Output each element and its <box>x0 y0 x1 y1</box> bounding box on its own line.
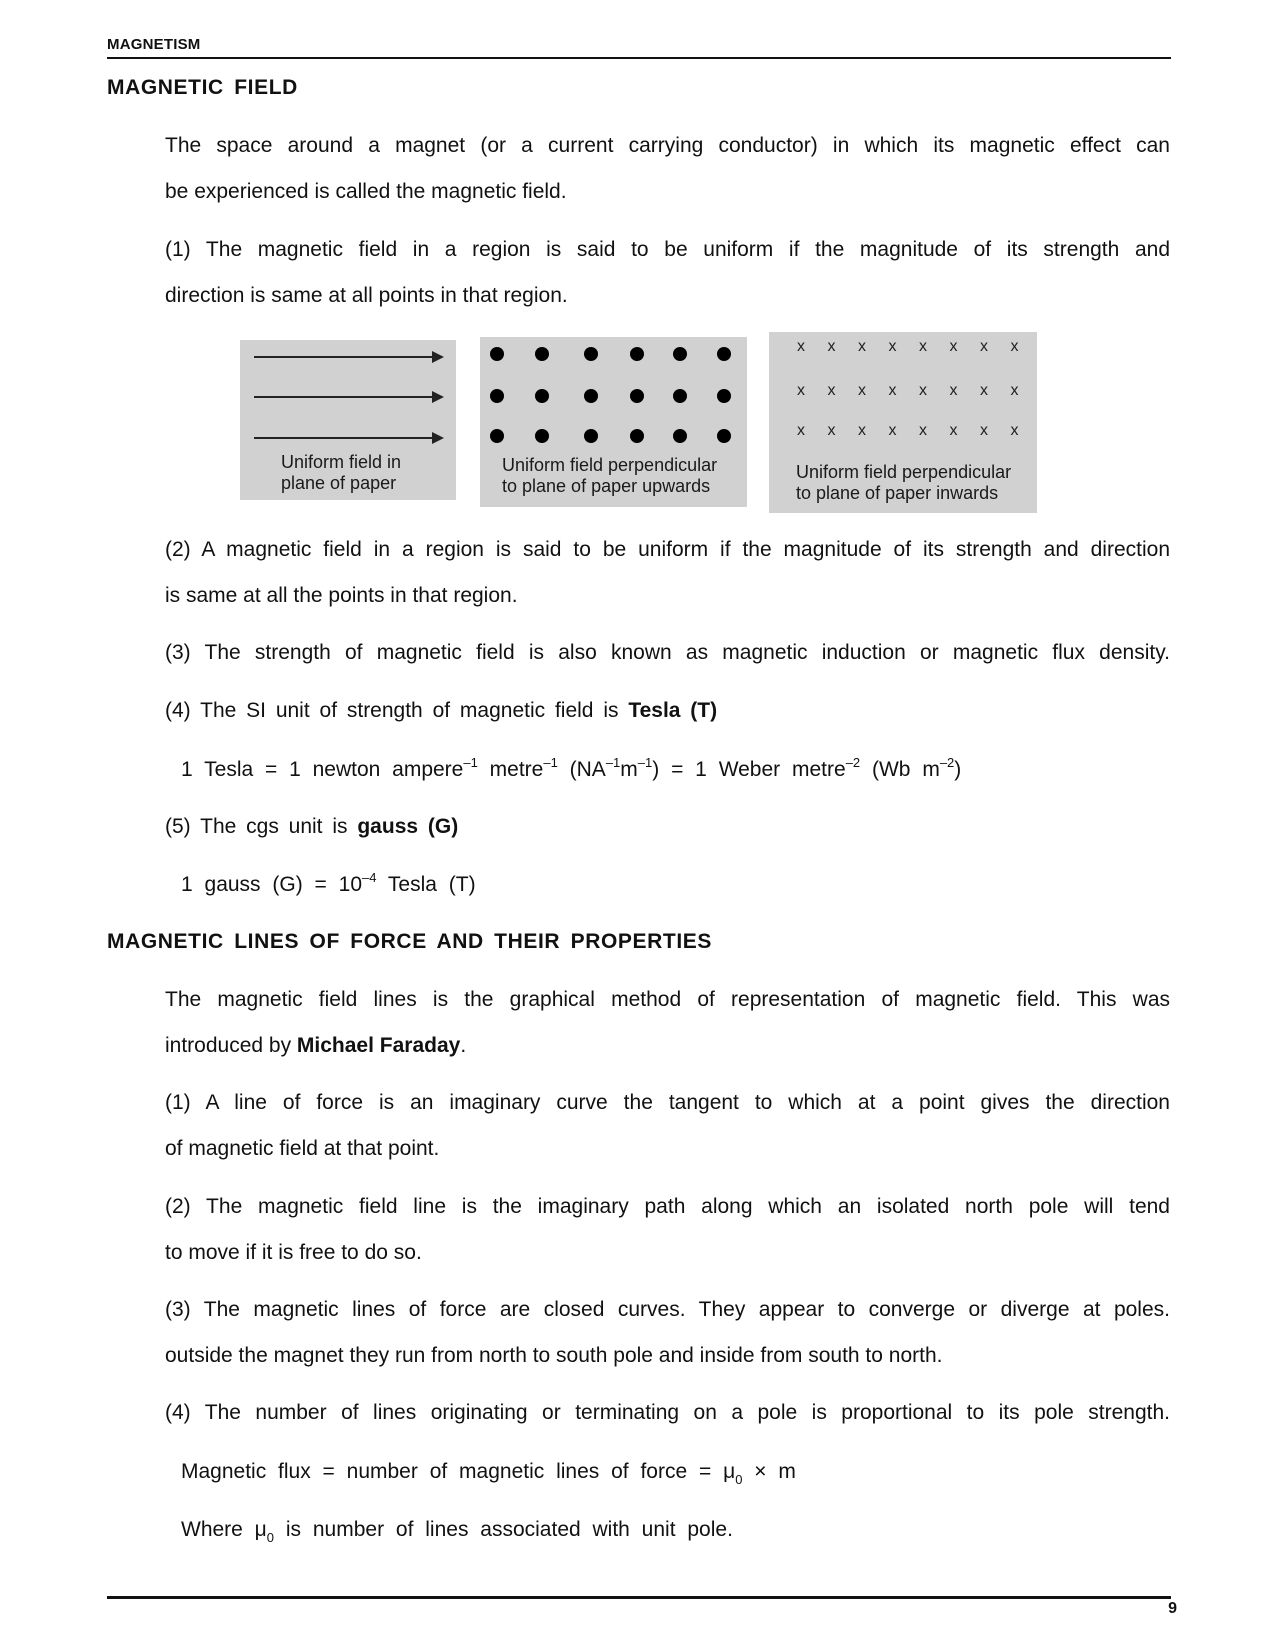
eq-subscript: 0 <box>735 1472 743 1487</box>
point-1-line: direction is same at all points in that region. <box>165 284 568 307</box>
where-note <box>181 1518 733 1545</box>
cross-into-page-icon: x <box>858 338 866 355</box>
flux-equation <box>181 1460 796 1487</box>
cross-into-page-icon: x <box>919 422 927 439</box>
cross-into-page-icon: x <box>858 382 866 399</box>
cross-into-page-icon: x <box>919 382 927 399</box>
eq-part: Where μ <box>181 1518 267 1541</box>
cross-into-page-icon: x <box>858 422 866 439</box>
dot-out-of-page-icon <box>584 389 598 403</box>
cross-into-page-icon: x <box>980 422 988 439</box>
lof-point-2-line: to move if it is free to do so. <box>165 1241 422 1264</box>
cross-into-page-icon: x <box>827 382 836 399</box>
cross-into-page-icon: x <box>888 382 897 399</box>
point-4-text: (4) The SI unit of strength of magnetic field is <box>165 699 629 722</box>
cross-into-page-icon: x <box>1010 382 1019 399</box>
cgs-unit-gauss: gauss (G) <box>357 815 459 838</box>
figure-caption-line: Uniform field perpendicular <box>502 455 718 475</box>
figure-uniform-field-inwards <box>769 332 1037 513</box>
point-3: (3) The strength of magnetic field is also known as magnetic induction or magnetic flux density. <box>165 641 1170 664</box>
dot-out-of-page-icon <box>490 429 504 443</box>
page-number: 9 <box>1168 1600 1177 1617</box>
field-arrow-icon <box>254 356 442 358</box>
eq-part: m <box>620 758 638 781</box>
figure-caption-line: Uniform field in <box>281 452 402 472</box>
lof-point-3-line: outside the magnet they run from north to south pole and inside from south to north. <box>165 1344 943 1367</box>
dot-out-of-page-icon <box>535 429 549 443</box>
paragraph-line: be experienced is called the magnetic field. <box>165 180 567 203</box>
dot-out-of-page-icon <box>630 389 644 403</box>
tesla-equation <box>181 755 962 782</box>
dot-out-of-page-icon <box>630 429 644 443</box>
dot-out-of-page-icon <box>673 389 687 403</box>
cross-into-page-icon: x <box>980 382 988 399</box>
intro-text: introduced by <box>165 1034 297 1057</box>
cross-into-page-icon: x <box>888 338 897 355</box>
cross-into-page-icon: x <box>888 422 897 439</box>
cross-into-page-icon: x <box>797 382 805 399</box>
eq-part: Magnetic flux = number of magnetic lines of force = μ <box>181 1460 736 1483</box>
cross-into-page-icon: x <box>797 338 805 355</box>
eq-part: ) = 1 Weber metre <box>652 758 846 781</box>
cross-into-page-icon: x <box>980 338 988 355</box>
point-2-line: is same at all the points in that region. <box>165 584 518 607</box>
eq-part: is number of lines associated with unit pole. <box>274 1518 733 1541</box>
eq-exponent: –1 <box>463 755 478 770</box>
eq-subscript: 0 <box>266 1530 275 1545</box>
si-unit-tesla: Tesla (T) <box>628 699 718 722</box>
gauss-equation <box>181 870 476 897</box>
eq-part: 1 Tesla = 1 newton ampere <box>181 758 464 781</box>
cross-into-page-icon: x <box>1010 338 1019 355</box>
eq-exponent: –1 <box>543 755 558 770</box>
dot-out-of-page-icon <box>490 347 504 361</box>
cross-into-page-icon: x <box>1010 422 1019 439</box>
lof-point-4: (4) The number of lines originating or terminating on a pole is proportional to its pole strength. <box>165 1401 1170 1424</box>
lof-point-1-line: of magnetic field at that point. <box>165 1137 440 1160</box>
cross-into-page-icon: x <box>949 338 958 355</box>
eq-exponent: –2 <box>939 755 955 770</box>
field-arrow-icon <box>254 396 442 398</box>
dot-out-of-page-icon <box>673 429 687 443</box>
figure-caption-line: plane of paper <box>281 473 397 493</box>
cross-into-page-icon: x <box>827 422 836 439</box>
eq-exponent: –1 <box>605 755 621 770</box>
paragraph-line: The space around a magnet (or a current carrying conductor) in which its magnetic effect can <box>165 134 1170 157</box>
point-2-line: (2) A magnetic field in a region is said to be uniform if the magnitude of its strength and direction <box>165 538 1170 561</box>
intro-end: . <box>460 1034 467 1057</box>
dot-out-of-page-icon <box>717 389 731 403</box>
cross-into-page-icon: x <box>797 422 805 439</box>
field-arrow-icon <box>254 437 442 439</box>
footer-rule <box>107 1596 1171 1599</box>
lof-point-3-line: (3) The magnetic lines of force are closed curves. They appear to converge or diverge at poles. <box>165 1298 1170 1321</box>
eq-part: 1 gauss (G) = 10 <box>181 873 362 896</box>
figure-caption-line: Uniform field perpendicular <box>796 462 1012 482</box>
figure-caption-line: to plane of paper inwards <box>796 483 999 503</box>
dot-out-of-page-icon <box>717 429 731 443</box>
eq-part: × m <box>742 1460 796 1483</box>
lof-point-1-line: (1) A line of force is an imaginary curve the tangent to which at a point gives the direction <box>165 1091 1170 1114</box>
point-5-text: (5) The cgs unit is <box>165 815 358 838</box>
paragraph-line: The magnetic field lines is the graphical method of representation of magnetic field. This was <box>165 988 1170 1011</box>
cross-into-page-icon: x <box>827 338 836 355</box>
figure-uniform-field-upwards <box>480 337 747 507</box>
figure-uniform-field-in-plane <box>240 340 456 500</box>
michael-faraday: Michael Faraday <box>296 1034 461 1057</box>
cross-into-page-icon: x <box>949 422 958 439</box>
point-1-line: (1) The magnetic field in a region is said to be uniform if the magnitude of its strength and <box>165 238 1170 261</box>
eq-exponent: –4 <box>362 870 377 885</box>
dot-out-of-page-icon <box>535 389 549 403</box>
header-rule <box>107 57 1171 59</box>
dot-out-of-page-icon <box>490 389 504 403</box>
point-4 <box>165 700 1170 722</box>
dot-out-of-page-icon <box>717 347 731 361</box>
running-header: MAGNETISM <box>107 36 201 53</box>
eq-part: ) <box>954 758 962 781</box>
eq-part: Tesla (T) <box>376 873 476 896</box>
dot-out-of-page-icon <box>535 347 549 361</box>
figure-caption-line: to plane of paper upwards <box>502 476 711 496</box>
dot-out-of-page-icon <box>630 347 644 361</box>
eq-part: (Wb m <box>860 758 940 781</box>
eq-part: (NA <box>557 758 606 781</box>
paragraph-line <box>165 1035 1170 1057</box>
eq-exponent: –2 <box>845 755 861 770</box>
dot-out-of-page-icon <box>584 347 598 361</box>
cross-into-page-icon: x <box>919 338 927 355</box>
eq-exponent: –1 <box>637 755 653 770</box>
eq-part: metre <box>477 758 544 781</box>
point-5 <box>165 816 1170 838</box>
section-heading-lines-of-force: MAGNETIC LINES OF FORCE AND THEIR PROPERTIES <box>107 930 712 953</box>
lof-point-2-line: (2) The magnetic field line is the imaginary path along which an isolated north pole will tend <box>165 1195 1170 1218</box>
section-heading-magnetic-field: MAGNETIC FIELD <box>107 76 298 99</box>
dot-out-of-page-icon <box>584 429 598 443</box>
cross-into-page-icon: x <box>949 382 958 399</box>
dot-out-of-page-icon <box>673 347 687 361</box>
